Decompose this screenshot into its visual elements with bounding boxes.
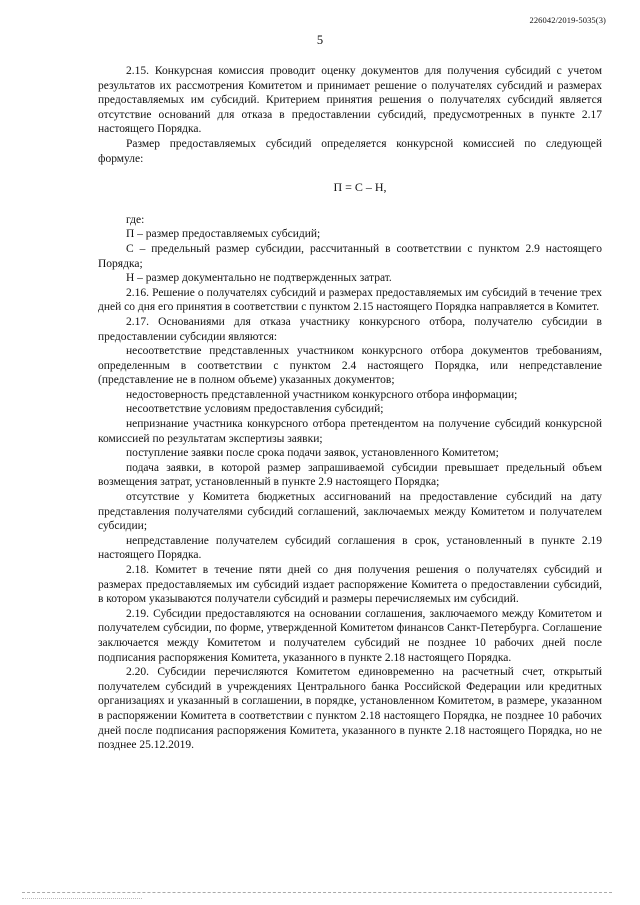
paragraph-2-17: 2.17. Основаниями для отказа участнику конкурсного отбора, получателю субсидии в предоставлении субсидии являются: [98,315,602,343]
definition-c: С – предельный размер субсидии, рассчитанный в соответствии с пунктом 2.9 настоящего Порядка; [98,242,602,270]
list-item: поступление заявки после срока подачи заявок, установленного Комитетом; [126,447,499,460]
list-item: непризнание участника конкурсного отбора претендентом на получение субсидий конкурсной комиссией по результатам экспертизы заявки; [98,418,602,445]
formula: П = С – Н, [333,180,387,195]
paragraph-2-15: 2.15. Конкурсная комиссия проводит оценку документов для получения субсидий с учетом результатов их рассмотрения Комитетом и принимает решение о получателях субсидий и размерах предоставляемых им субсидий. Критерием принятия решения о получателях субсидий является отсутствие оснований для отказа в предоставлении субсидий, предусмотренных в пункте 2.17 настоящего Порядка. [98,65,602,136]
paragraph-formula-intro: Размер предоставляемых субсидий определяется конкурсной комиссией по следующей формуле: [98,137,602,165]
list-item: недостоверность представленной участником конкурсного отбора информации; [126,388,518,401]
paragraph-2-16: 2.16. Решение о получателях субсидий и размерах предоставляемых им субсидий в течение трех дней со дня его принятия в соответствии с пунктом 2.15 настоящего Порядка направляется в Комитет. [98,286,602,314]
scan-footer-mark [22,898,142,900]
list-item: отсутствие у Комитета бюджетных ассигнований на предоставление субсидий на дату представления получателями субсидий соглашений, заключаемых между Комитетом и получателем субсидии; [98,491,602,533]
list-item: непредставление получателем субсидий соглашения в срок, установленный в пункте 2.19 настоящего Порядка. [98,534,602,562]
scan-footer-line [22,892,612,896]
document-number: 226042/2019-5035(3) [529,15,606,25]
list-item: подача заявки, в которой размер запрашиваемой субсидии превышает предельный объем возмещения затрат, установленный в пункте 2.9 настоящего Порядка; [98,461,602,489]
paragraph-2-20: 2.20. Субсидии перечисляются Комитетом единовременно на расчетный счет, открытый получателем субсидий в учреждениях Центрального банка Российской Федерации или кредитных организациях и указанный в соглашении, в порядке, установленном Комитетом, в размере, указанном в распоряжении Комитета в соответствии с пунктом 2.18 настоящего Порядка, не позднее 10 рабочих дней после подписания распоряжения Комитета, указанного в пункте 2.18 настоящего Порядка, но не позднее 25.12.2019. [98,666,602,752]
list-item: несоответствие условиям предоставления субсидий; [126,403,384,416]
document-body [98,64,602,753]
paragraph-2-19: 2.19. Субсидии предоставляются на основании соглашения, заключаемого между Комитетом и получателем субсидии, по форме, утвержденной Комитетом финансов Санкт-Петербурга. Соглашение заключается между Комитетом и получателем субсидий не позднее 10 рабочих дней после подписания распоряжения Комитета, указанного в пункте 2.18 настоящего Порядка. [98,607,602,664]
paragraph-2-18: 2.18. Комитет в течение пяти дней со дня получения решения о получателях субсидий и размерах предоставляемых им субсидий издает распоряжение Комитета о предоставлении субсидий, в котором указываются получатели субсидий и размеры перечисляемых им субсидий. [98,564,602,606]
page-number: 5 [316,33,324,47]
definition-p: П – размер предоставляемых субсидий; [126,228,321,241]
list-item: несоответствие представленных участником конкурсного отбора документов требованиям, определенным в соответствии с пунктом 2.4 настоящего Порядка, или непредставление (представление не в полном объеме) указанных документов; [98,345,602,387]
paragraph-where: где: [126,213,145,226]
definition-n: Н – размер документально не подтвержденных затрат. [126,272,392,285]
